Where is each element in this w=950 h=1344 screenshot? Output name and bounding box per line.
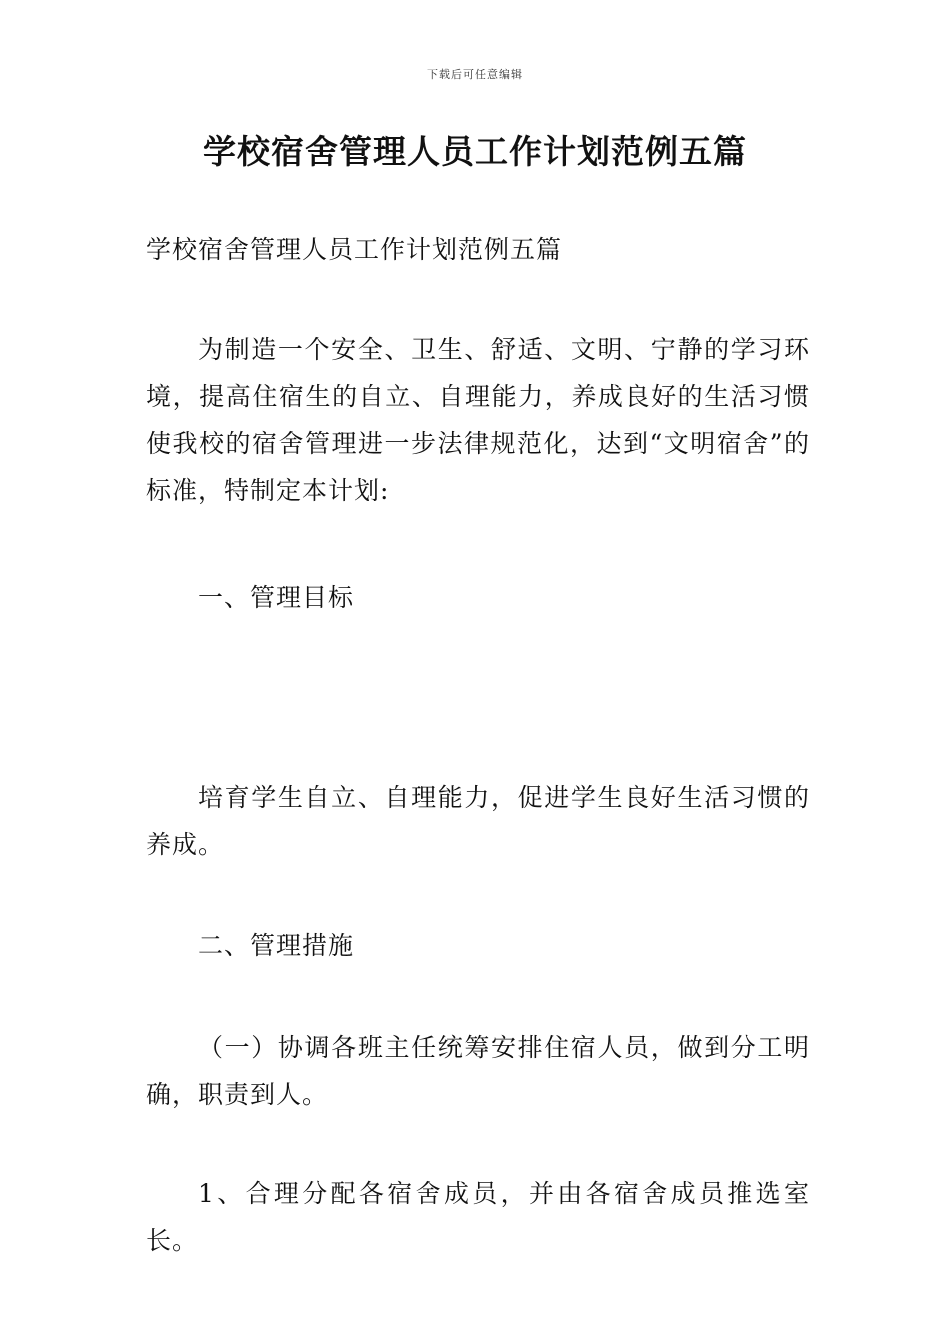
document-subtitle: 学校宿舍管理人员工作计划范例五篇	[146, 235, 563, 264]
goals-paragraph: 培育学生自立、自理能力，促进学生良好生活习惯的养成。	[146, 783, 810, 859]
section-heading-measures: 二、管理措施	[198, 931, 355, 960]
intro-paragraph: 为制造一个安全、卫生、舒适、文明、宁静的学习环境，提高住宿生的自立、自理能力，养成良好的生活习惯使我校的宿舍管理进一步法律规范化，达到“文明宿舍”的标准，特制定本计划:	[146, 335, 810, 505]
document-title: 学校宿舍管理人员工作计划范例五篇	[203, 132, 747, 171]
header-note: 下载后可任意编辑	[427, 68, 523, 81]
measure-subitem-1: 1、合理分配各宿舍成员，并由各宿舍成员推选室长。	[146, 1179, 810, 1255]
measure-item-1: （一）协调各班主任统筹安排住宿人员，做到分工明确，职责到人。	[146, 1033, 810, 1109]
section-heading-goals: 一、管理目标	[198, 583, 355, 612]
